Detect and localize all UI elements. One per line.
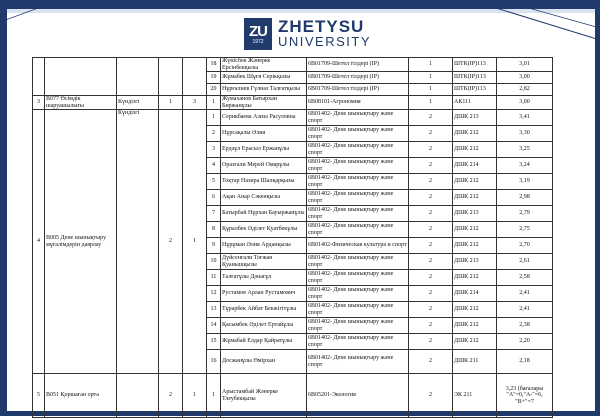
- student-name: Нұрұман Әлия Арданқызы: [221, 238, 307, 254]
- group: ШТК(IP)113: [453, 84, 497, 96]
- student-name: Ердәұл Ерасыл Ержанұлы: [221, 142, 307, 158]
- student-name: Қасымбек Әділет Ертайұлы: [221, 318, 307, 334]
- group: ДШК 214: [453, 158, 497, 174]
- student-name: Талғатұлы Дәнағұл: [221, 270, 307, 286]
- student-name: Тоқтар Назира Шалқарқызы: [221, 174, 307, 190]
- group: ДШК 212: [453, 334, 497, 350]
- group: ДШК 212: [453, 190, 497, 206]
- applicants-count: 1: [183, 110, 207, 374]
- row-number: 7: [207, 206, 221, 222]
- group: ШТК(IP)113: [453, 72, 497, 84]
- group: ДШК 213: [453, 254, 497, 270]
- course: 2: [409, 110, 453, 126]
- program: 6В01402- Дене шынықтыру және спорт: [307, 158, 409, 174]
- gpa: 2,61: [497, 254, 553, 270]
- applicants-count: 1: [183, 374, 207, 418]
- specialty-code: В005 Дене шынықтыру мұғалімдерін даярлау: [45, 110, 117, 374]
- row-number: 12: [207, 286, 221, 302]
- grants-count: 1: [159, 96, 183, 110]
- page-frame-top: [0, 0, 600, 9]
- logo-name-top: ZHETYSU: [278, 17, 365, 36]
- group: ЭК 211: [453, 374, 497, 418]
- group: ДШК 213: [453, 110, 497, 126]
- program: 6В01402- Дене шынықтыру және спорт: [307, 206, 409, 222]
- university-logo: [244, 18, 371, 50]
- student-name: Жұмабек Шұғя Серікқызы: [221, 72, 307, 84]
- course: 2: [409, 142, 453, 158]
- gpa: 3,24: [497, 158, 553, 174]
- program: 6В01402- Дене шынықтыру және спорт: [307, 286, 409, 302]
- row-number: 13: [207, 302, 221, 318]
- course: 1: [409, 84, 453, 96]
- student-name: Құралбек Әділет Қуатбекұлы: [221, 222, 307, 238]
- course: 2: [409, 190, 453, 206]
- course: 2: [409, 286, 453, 302]
- course: 2: [409, 254, 453, 270]
- student-name: Жумаханов Батырхан Биржанұлы: [221, 96, 307, 110]
- course: 2: [409, 126, 453, 142]
- gpa: 2,41: [497, 302, 553, 318]
- table-row: [33, 96, 553, 110]
- program: 6В01402- Дене шынықтыру және спорт: [307, 350, 409, 374]
- gpa: 2,18: [497, 350, 553, 374]
- course: 2: [409, 334, 453, 350]
- student-name: Рустамов Арлан Рустамович: [221, 286, 307, 302]
- student-name: Досжанұлы Өмірхан: [221, 350, 307, 374]
- section-index: 5: [33, 374, 45, 418]
- row-number: 15: [207, 334, 221, 350]
- program: 6В01402- Дене шынықтыру және спорт: [307, 334, 409, 350]
- gpa: 3,41: [497, 110, 553, 126]
- logo-mark-year: 1972: [252, 38, 264, 45]
- program: 6В01709-Шетел тілдері (IP): [307, 72, 409, 84]
- program: 6В01402- Дене шынықтыру және спорт: [307, 302, 409, 318]
- study-form: Күндізгі: [117, 96, 159, 110]
- specialty-code: В077 Өсімдік шаруашылығы: [45, 96, 117, 110]
- gpa: 3,01: [497, 58, 553, 72]
- gpa: 2,75: [497, 222, 553, 238]
- student-name: Нұрғалиев Гүлназ Талғатқызы: [221, 84, 307, 96]
- row-number: 6: [207, 190, 221, 206]
- student-name: Дүйсенғали Тоғжан Қуанышқызы: [221, 254, 307, 270]
- course: 1: [409, 72, 453, 84]
- program: 6В01402- Дене шынықтыру және спорт: [307, 270, 409, 286]
- gpa: 3,00: [497, 72, 553, 84]
- gpa: 3,00: [497, 96, 553, 110]
- gpa: 2,79: [497, 206, 553, 222]
- student-name: Ақан Анар Сәкенқызы: [221, 190, 307, 206]
- row-number: 8: [207, 222, 221, 238]
- course: 2: [409, 206, 453, 222]
- course: 2: [409, 222, 453, 238]
- program: 6В01402-Физическая культура и спорт: [307, 238, 409, 254]
- logo-name-bottom: UNIVERSITY: [278, 34, 372, 49]
- student-name: Батырбай Нұрхан Бауыржанұлы: [221, 206, 307, 222]
- program: 6В01402- Дене шынықтыру және спорт: [307, 222, 409, 238]
- row-number: 9: [207, 238, 221, 254]
- row-number: 1: [207, 374, 221, 418]
- gpa: 2,41: [497, 286, 553, 302]
- logo-mark-letters: ZU: [249, 22, 267, 40]
- program: 6В01402- Дене шынықтыру және спорт: [307, 126, 409, 142]
- gpa: 3,25: [497, 142, 553, 158]
- group: ДШК 213: [453, 206, 497, 222]
- group: ДШК 212: [453, 270, 497, 286]
- table-row: [33, 58, 553, 72]
- course: 2: [409, 302, 453, 318]
- row-number: 1: [207, 110, 221, 126]
- gpa: 3,30: [497, 126, 553, 142]
- row-number: 11: [207, 270, 221, 286]
- student-name: Нұрсақалы Әлия: [221, 126, 307, 142]
- ranking-table: [32, 57, 553, 418]
- gpa: 2,58: [497, 270, 553, 286]
- gpa: 2,98: [497, 190, 553, 206]
- student-name: Жұмабай Елдар Қайратұлы: [221, 334, 307, 350]
- logo-mark-icon: [244, 18, 272, 50]
- table-row: [33, 374, 553, 418]
- row-number: 18: [207, 58, 221, 72]
- gpa: 2,70: [497, 238, 553, 254]
- course: 2: [409, 270, 453, 286]
- course: 2: [409, 350, 453, 374]
- program: 6В01709-Шетел тілдері (IP): [307, 58, 409, 72]
- gpa: 2,20: [497, 334, 553, 350]
- section-index: 4: [33, 110, 45, 374]
- row-number: 4: [207, 158, 221, 174]
- row-number: 5: [207, 174, 221, 190]
- program: 6В01402- Дене шынықтыру және спорт: [307, 190, 409, 206]
- program: 6В05201-Экология: [307, 374, 409, 418]
- student-name: Жүнісбек Жәнерке Ерсінбекқызы: [221, 58, 307, 72]
- course: 2: [409, 318, 453, 334]
- gpa: 3,19: [497, 174, 553, 190]
- section-index: 3: [33, 96, 45, 110]
- row-number: 10: [207, 254, 221, 270]
- group: ДШК 212: [453, 174, 497, 190]
- student-name: Арыстамбай Жәнерке Тлеубекқызы: [221, 374, 307, 418]
- study-form: Күндізгі: [117, 110, 159, 374]
- group: ДШК 214: [453, 286, 497, 302]
- group: ДШК 212: [453, 126, 497, 142]
- group: ШТК(IP)113: [453, 58, 497, 72]
- program: 6В01402- Дене шынықтыру және спорт: [307, 110, 409, 126]
- student-name: Тұрарбек Айбат Бекжігітұлы: [221, 302, 307, 318]
- row-number: 3: [207, 142, 221, 158]
- applicants-count: 3: [183, 96, 207, 110]
- specialty-code: В051 Қоршаған орта: [45, 374, 117, 418]
- course: 2: [409, 238, 453, 254]
- row-number: 1: [207, 96, 221, 110]
- student-name: Оразғали Мерей Омарұлы: [221, 158, 307, 174]
- course: 2: [409, 374, 453, 418]
- program: 6В01402- Дене шынықтыру және спорт: [307, 254, 409, 270]
- gpa: 3,23 (бағалары "A"=0,"A-"=6, "B+"=7: [497, 374, 553, 418]
- page-frame-right: [595, 0, 600, 416]
- grants-count: 2: [159, 374, 183, 418]
- student-name: Серикбаева Азиза Расуловна: [221, 110, 307, 126]
- table-row: [33, 110, 553, 126]
- grants-count: 2: [159, 110, 183, 374]
- group: АК111: [453, 96, 497, 110]
- row-number: 2: [207, 126, 221, 142]
- course: 2: [409, 174, 453, 190]
- group: ДШК 212: [453, 318, 497, 334]
- row-number: 20: [207, 84, 221, 96]
- course: 1: [409, 58, 453, 72]
- page-frame-left: [0, 0, 7, 416]
- course: 1: [409, 96, 453, 110]
- gpa: 2,38: [497, 318, 553, 334]
- program: 6В01402- Дене шынықтыру және спорт: [307, 142, 409, 158]
- group: ДШК 212: [453, 238, 497, 254]
- row-number: 19: [207, 72, 221, 84]
- program: 6В01402- Дене шынықтыру және спорт: [307, 318, 409, 334]
- study-form: [117, 374, 159, 418]
- group: ДШК 212: [453, 302, 497, 318]
- program: 6В08101-Агрономия: [307, 96, 409, 110]
- row-number: 16: [207, 350, 221, 374]
- program: 6В01402- Дене шынықтыру және спорт: [307, 174, 409, 190]
- group: ДШК 212: [453, 142, 497, 158]
- course: 2: [409, 158, 453, 174]
- group: ДШК 211: [453, 350, 497, 374]
- row-number: 14: [207, 318, 221, 334]
- gpa: 2,82: [497, 84, 553, 96]
- group: ДШК 212: [453, 222, 497, 238]
- program: 6В01709-Шетел тілдері (IP): [307, 84, 409, 96]
